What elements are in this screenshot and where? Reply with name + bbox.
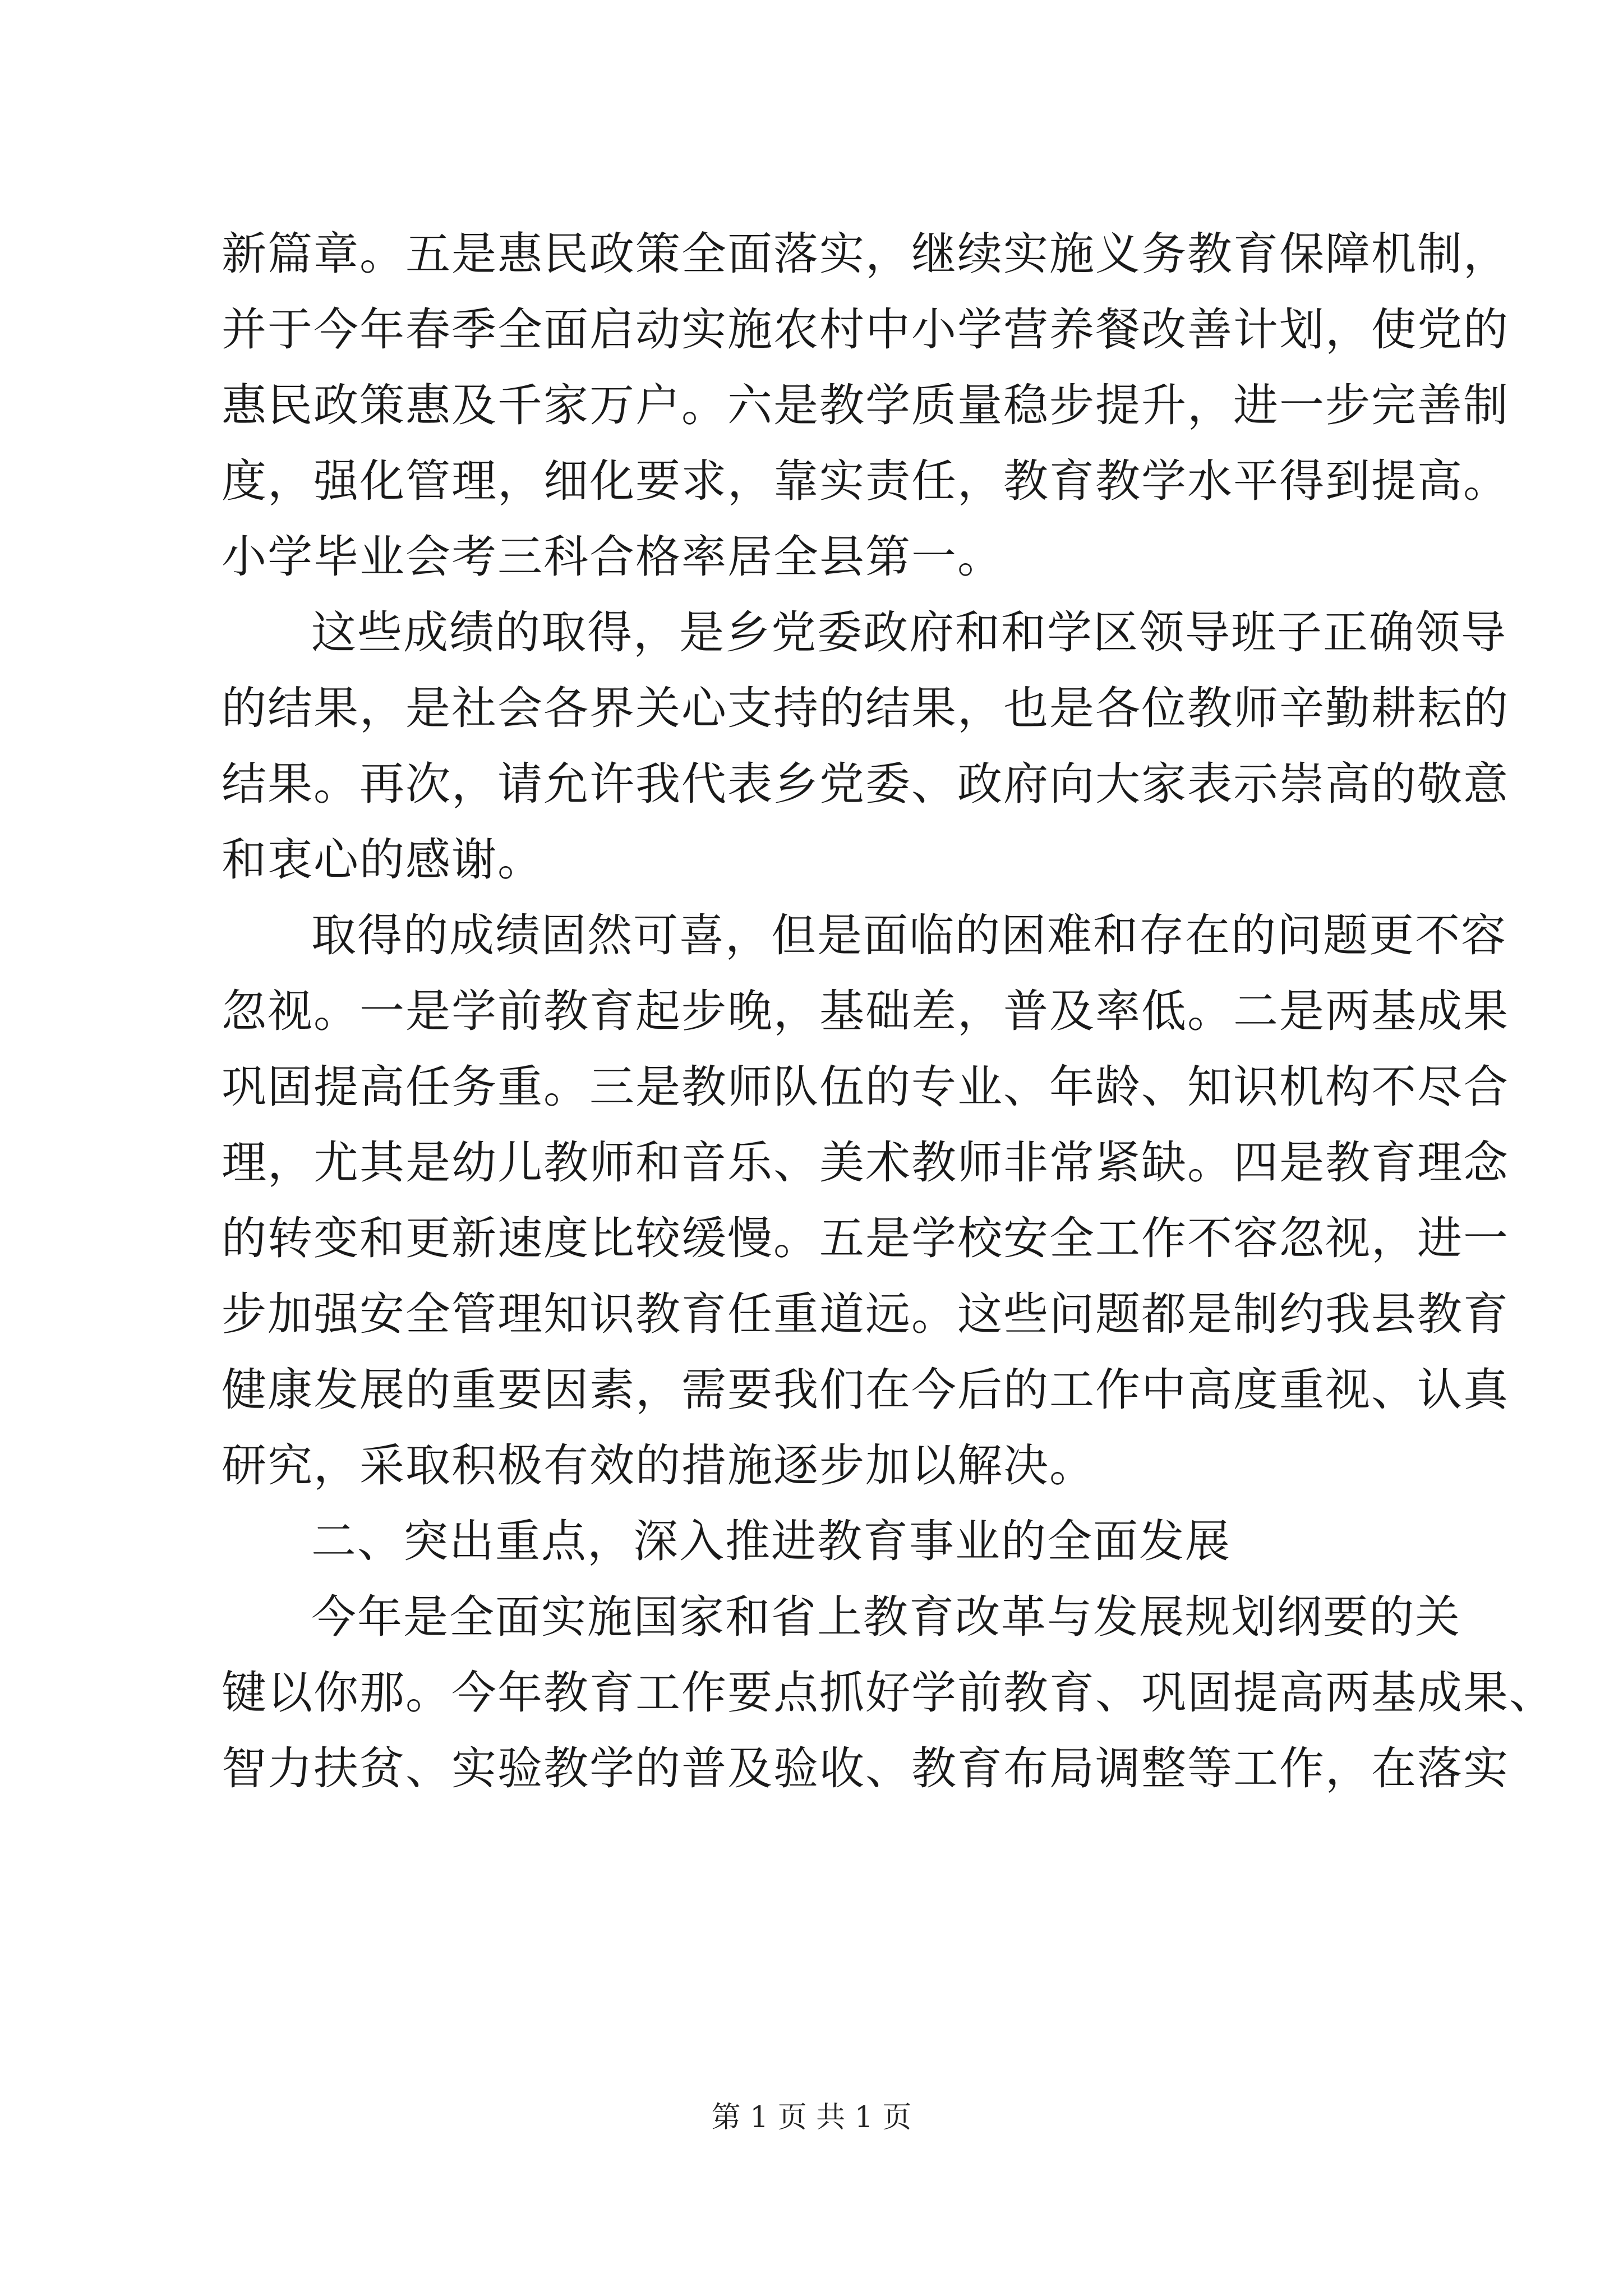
- text-line: 取得的成绩固然可喜，但是面临的困难和存在的问题更不容: [311, 909, 1507, 961]
- text-line: 结果。再次，请允许我代表乡党委、政府向大家表示崇高的敬意: [222, 758, 1509, 810]
- paragraph-achievements: [222, 595, 1509, 898]
- text-line: 新篇章。五是惠民政策全面落实，继续实施义务教育保障机制，: [222, 228, 1509, 280]
- text-line: 智力扶贫、实验教学的普及验收、教育布局调整等工作，在落实: [222, 1742, 1509, 1795]
- paragraph-this-year-plan: [222, 1579, 1555, 1806]
- section-heading: [222, 1503, 1405, 1579]
- text-line: 并于今年春季全面启动实施农村中小学营养餐改善计划，使党的: [222, 303, 1509, 356]
- text-line: 理，尤其是幼儿教师和音乐、美术教师非常紧缺。四是教育理念: [222, 1137, 1509, 1189]
- text-line: 巩固提高任务重。三是教师队伍的专业、年龄、知识机构不尽合: [222, 1061, 1509, 1113]
- paragraph-problems: [222, 898, 1509, 1503]
- page-number-label: 第 1 页 共 1 页: [711, 2101, 912, 2134]
- text-line: 步加强安全管理知识教育任重道远。这些问题都是制约我县教育: [222, 1288, 1509, 1340]
- text-line: 和衷心的感谢。: [222, 834, 543, 886]
- text-line: 小学毕业会考三科合格率居全县第一。: [222, 531, 1003, 583]
- page-footer: [0, 2098, 1623, 2137]
- paragraph-policy-results: [222, 216, 1509, 595]
- text-line: 的转变和更新速度比较缓慢。五是学校安全工作不容忽视，进一: [222, 1212, 1509, 1264]
- text-line: 二、突出重点，深入推进教育事业的全面发展: [311, 1515, 1231, 1567]
- text-line: 今年是全面实施国家和省上教育改革与发展规划纲要的关: [311, 1591, 1461, 1643]
- text-line: 这些成绩的取得，是乡党委政府和和学区领导班子正确领导: [311, 606, 1507, 659]
- text-line: 度，强化管理，细化要求，靠实责任，教育教学水平得到提高。: [222, 455, 1509, 507]
- text-line: 忽视。一是学前教育起步晚，基础差，普及率低。二是两基成果: [222, 985, 1509, 1037]
- text-line: 的结果，是社会各界关心支持的结果，也是各位教师辛勤耕耘的: [222, 682, 1509, 734]
- document-body: [222, 216, 1555, 1806]
- text-line: 研究，采取积极有效的措施逐步加以解决。: [222, 1439, 1095, 1492]
- text-line: 健康发展的重要因素，需要我们在今后的工作中高度重视、认真: [222, 1364, 1509, 1416]
- text-line: 惠民政策惠及千家万户。六是教学质量稳步提升，进一步完善制: [222, 379, 1509, 431]
- text-line: 键以你那。今年教育工作要点抓好学前教育、巩固提高两基成果、: [222, 1667, 1555, 1719]
